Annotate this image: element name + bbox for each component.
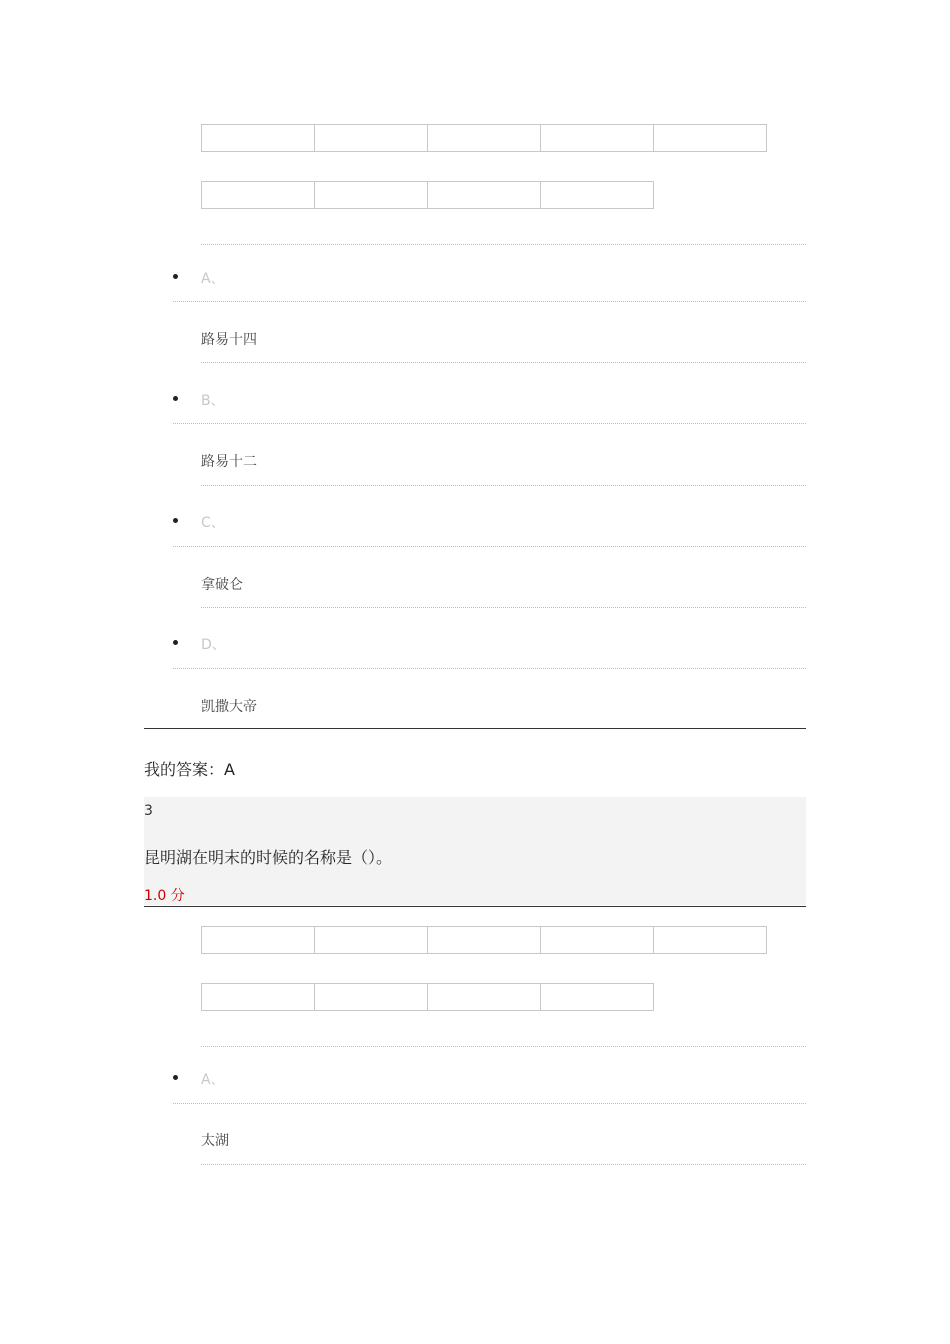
divider [173,546,806,547]
divider [201,1164,806,1165]
option-c-text[interactable]: 拿破仑 [201,577,243,593]
answer-grid-row-1 [201,124,766,152]
option-a-text[interactable]: 路易十四 [201,332,257,348]
question-header [144,797,806,905]
grid-cell [427,926,541,954]
divider [201,362,806,363]
question-number: 3 [144,803,153,819]
my-answer: 我的答案：A [144,760,235,779]
divider [201,485,806,486]
grid-cell [201,983,315,1011]
bullet-icon [173,518,178,523]
section-divider [144,728,806,729]
grid-cell [427,124,541,152]
grid-cell [540,983,654,1011]
option-c-letter[interactable]: C、 [201,515,225,531]
grid-cell [314,926,428,954]
grid-cell [314,124,428,152]
grid-cell [201,926,315,954]
bullet-icon [173,1075,178,1080]
grid-cell [540,181,654,209]
grid-cell [540,926,654,954]
grid-cell [653,124,767,152]
grid-cell [653,926,767,954]
divider [173,668,806,669]
divider [173,1103,806,1104]
answer-grid-row-2 [201,181,653,209]
option-d-text[interactable]: 凯撒大帝 [201,699,257,715]
option-d-letter[interactable]: D、 [201,637,226,653]
question-text: 昆明湖在明末的时候的名称是（）。 [144,848,393,867]
grid-cell [540,124,654,152]
section-divider [144,906,806,907]
option-a-letter[interactable]: A、 [201,271,225,287]
answer-grid-row-1 [201,926,766,954]
bullet-icon [173,396,178,401]
bullet-icon [173,274,178,279]
option-a-text[interactable]: 太湖 [201,1133,229,1149]
option-b-text[interactable]: 路易十二 [201,454,257,470]
grid-cell [427,983,541,1011]
divider [173,423,806,424]
grid-cell [427,181,541,209]
answer-grid-row-2 [201,983,653,1011]
grid-cell [314,181,428,209]
question-score: 1.0 分 [144,888,185,904]
grid-cell [314,983,428,1011]
divider [173,301,806,302]
grid-cell [201,124,315,152]
option-b-letter[interactable]: B、 [201,393,225,409]
grid-cell [201,181,315,209]
divider [201,607,806,608]
divider [201,244,806,245]
divider [201,1046,806,1047]
option-a-letter[interactable]: A、 [201,1072,225,1088]
bullet-icon [173,640,178,645]
